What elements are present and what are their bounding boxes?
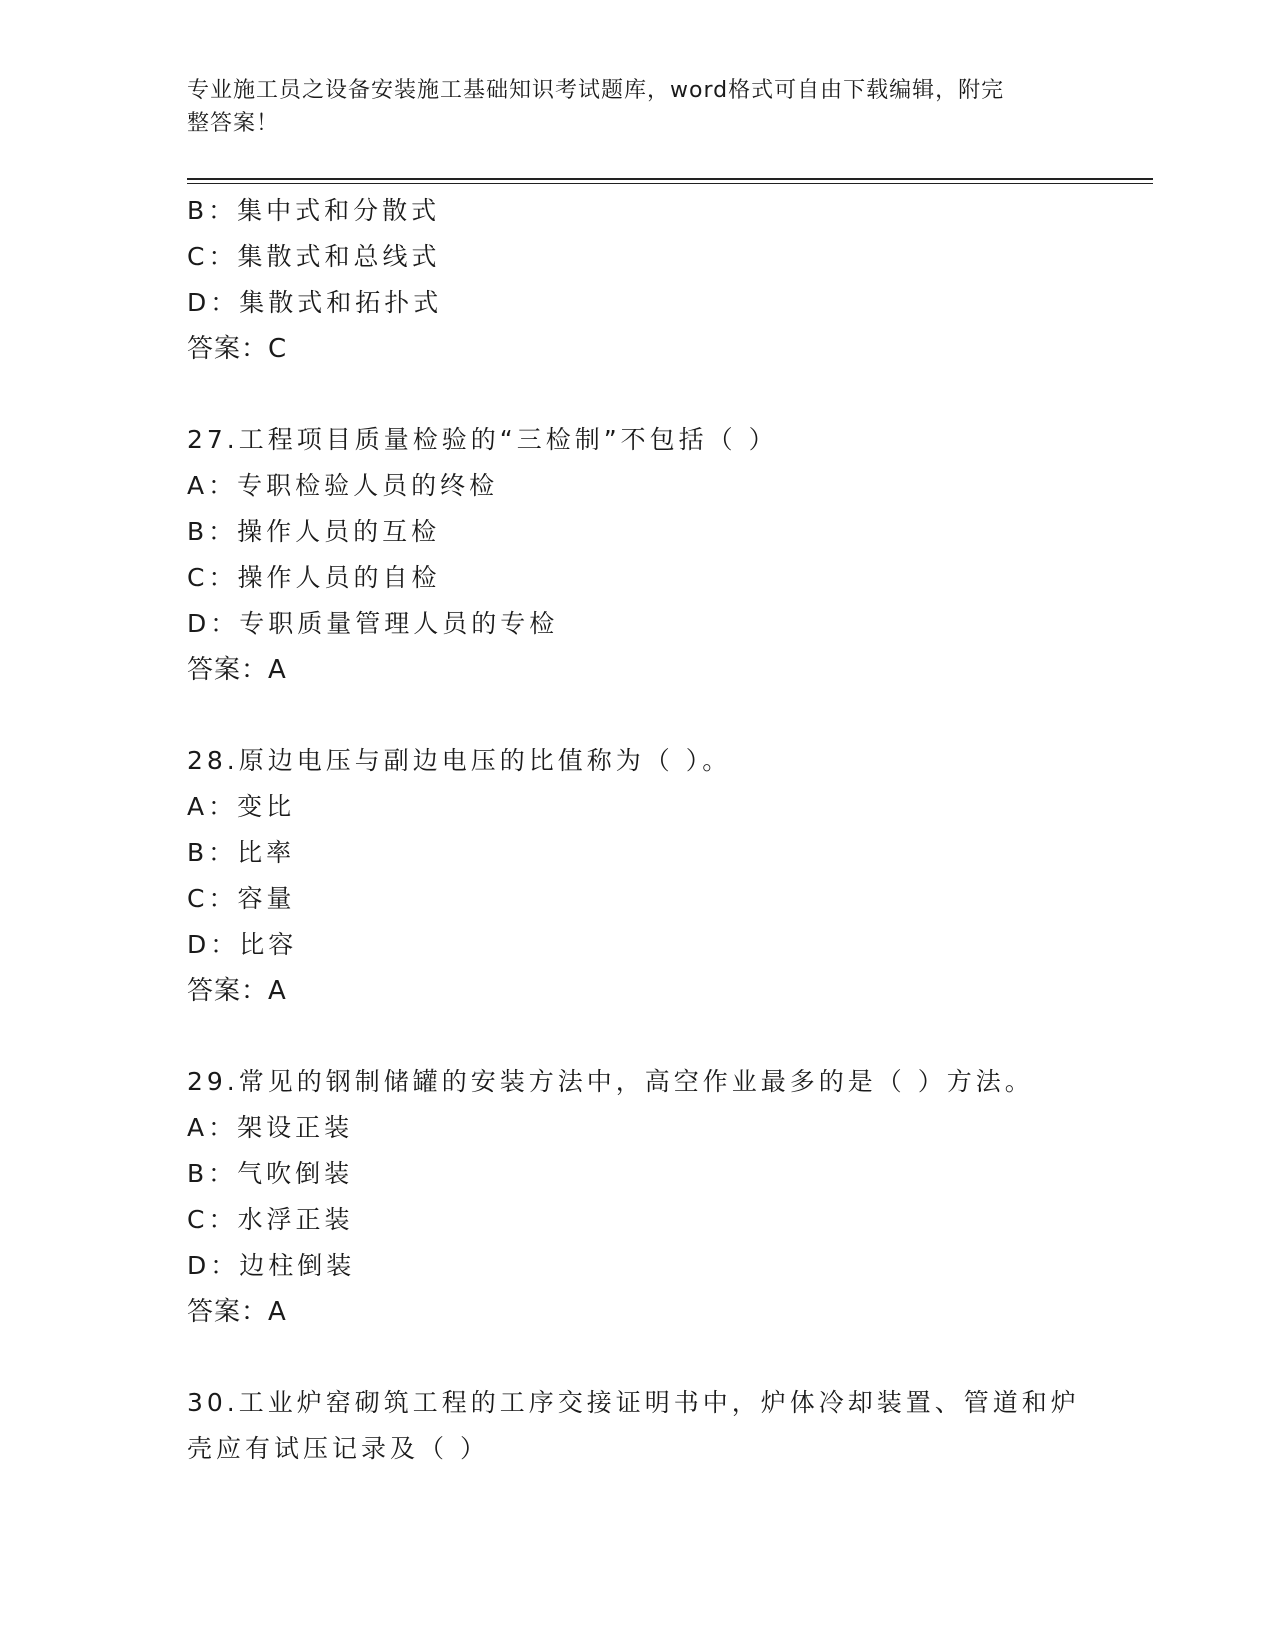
option-b: B：集中式和分散式 bbox=[187, 196, 441, 225]
spacer bbox=[187, 1014, 1087, 1059]
option-d: D：专职质量管理人员的专检 bbox=[187, 609, 559, 638]
question-30 bbox=[187, 1380, 1087, 1472]
option-c: C：集散式和总线式 bbox=[187, 242, 441, 271]
option-b: B：比率 bbox=[187, 838, 296, 867]
question-stem: 27.工程项目质量检验的“三检制”不包括（ ） bbox=[187, 425, 778, 454]
header-line-2: 整答案！ bbox=[187, 111, 280, 136]
question-stem-line-2: 壳应有试压记录及（ ） bbox=[187, 1434, 489, 1463]
spacer bbox=[187, 693, 1087, 738]
option-d: D：集散式和拓扑式 bbox=[187, 288, 443, 317]
question-28 bbox=[187, 738, 1087, 1014]
option-d: D：边柱倒装 bbox=[187, 1251, 356, 1280]
option-c: C：水浮正装 bbox=[187, 1205, 354, 1234]
header-line-1: 专业施工员之设备安装施工基础知识考试题库，word格式可自由下载编辑，附完 bbox=[187, 78, 1005, 103]
header-divider-thick bbox=[187, 178, 1153, 180]
answer: 答案：A bbox=[187, 655, 287, 685]
answer: 答案：A bbox=[187, 976, 287, 1006]
answer: 答案：C bbox=[187, 334, 288, 364]
answer: 答案：A bbox=[187, 1297, 287, 1327]
option-a: A：变比 bbox=[187, 792, 296, 821]
spacer bbox=[187, 1335, 1087, 1380]
question-list bbox=[187, 188, 1087, 1472]
question-stem: 28.原边电压与副边电压的比值称为（ ）。 bbox=[187, 746, 732, 775]
spacer bbox=[187, 372, 1087, 417]
question-stem-line-1: 30.工业炉窑砌筑工程的工序交接证明书中，炉体冷却装置、管道和炉 bbox=[187, 1388, 1080, 1417]
option-a: A：架设正装 bbox=[187, 1113, 354, 1142]
option-a: A：专职检验人员的终检 bbox=[187, 471, 499, 500]
option-d: D：比容 bbox=[187, 930, 298, 959]
question-stem: 29.常见的钢制储罐的安装方法中，高空作业最多的是（ ）方法。 bbox=[187, 1067, 1034, 1096]
document-header bbox=[187, 74, 1067, 140]
option-b: B：操作人员的互检 bbox=[187, 517, 441, 546]
question-26-tail bbox=[187, 188, 1087, 372]
option-b: B：气吹倒装 bbox=[187, 1159, 354, 1188]
question-29 bbox=[187, 1059, 1087, 1335]
option-c: C：容量 bbox=[187, 884, 296, 913]
header-divider-thin bbox=[187, 183, 1153, 184]
question-27 bbox=[187, 417, 1087, 693]
option-c: C：操作人员的自检 bbox=[187, 563, 441, 592]
